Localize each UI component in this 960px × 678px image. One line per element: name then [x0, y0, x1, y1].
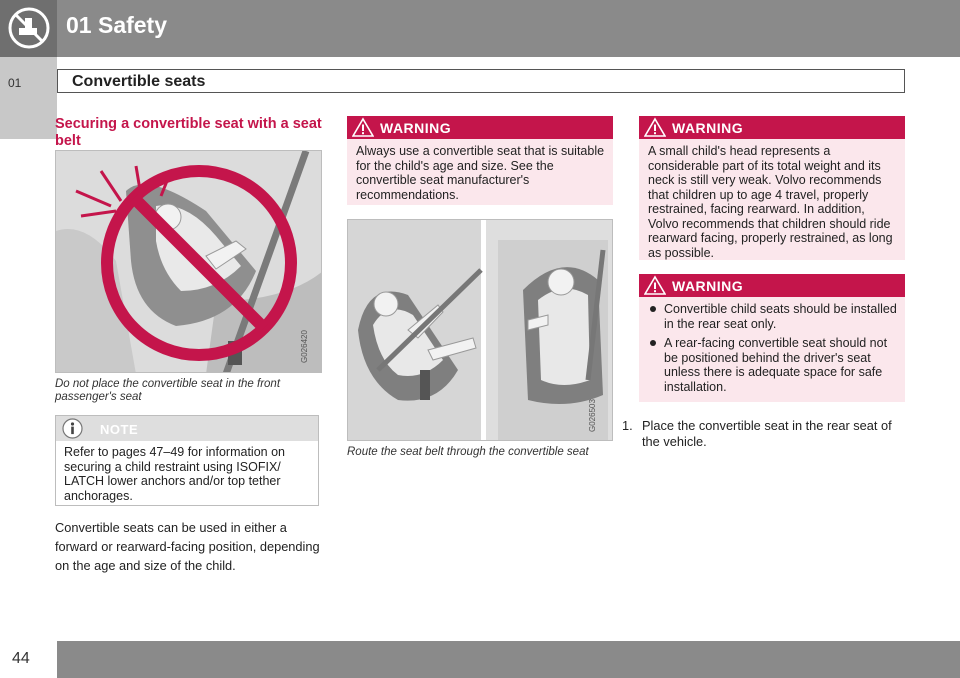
chapter-badge	[0, 0, 57, 57]
step-number: 1.	[622, 418, 633, 433]
page-number: 44	[12, 650, 30, 667]
footer-bar	[57, 641, 960, 678]
warning-list	[648, 302, 900, 399]
chapter-title: 01 Safety	[66, 12, 168, 38]
note-text: Refer to pages 47–49 for information on securing a child restraint using ISOFIX/ LATCH lower anchors and/or top tether anchorages.	[64, 445, 285, 503]
warning-box	[347, 116, 613, 205]
warning-header	[347, 116, 613, 139]
bullet-icon	[650, 306, 656, 312]
warning-list-item	[648, 302, 900, 331]
chapter-side-tab	[0, 57, 57, 139]
figure-caption: Do not place the convertible seat in the front passenger's seat	[55, 378, 281, 403]
warning-text: A small child's head represents a considerable part of its total weight and its neck is still very weak. Volvo recommends that children up to age 4 travel, properly restrained, facing rearward. In addition, Volvo recommends that children should ride rearward facing, properly restrained, as long as possible.	[648, 144, 893, 260]
figure-code: G026420	[300, 330, 309, 363]
warning-list-item-text: Convertible child seats should be installed in the rear seat only.	[664, 302, 897, 331]
side-tab-label: 01	[8, 76, 22, 90]
warning-triangle-icon	[644, 117, 666, 138]
illustration-graphic	[56, 151, 322, 373]
warning-title: WARNING	[380, 120, 452, 136]
warning-triangle-icon	[644, 275, 666, 296]
rear-seat-illustration	[347, 219, 613, 441]
warning-list-item	[648, 336, 900, 394]
note-info-icon	[62, 418, 83, 439]
warning-text: Always use a convertible seat that is suitable for the child's age and size. See the convertible seat manufacturer's recommendations.	[356, 144, 605, 202]
warning-title: WARNING	[672, 120, 744, 136]
bullet-icon	[650, 340, 656, 346]
warning-box-2	[639, 274, 905, 402]
warning-box-1	[639, 116, 905, 260]
illustration-graphic	[348, 220, 613, 441]
airbag-warning-icon	[7, 6, 51, 50]
warning-title: WARNING	[672, 278, 744, 294]
warning-list-item-text: A rear-facing convertible seat should not be positioned behind the driver's seat unless there is adequate space for safe installation.	[664, 336, 888, 394]
warning-triangle-icon	[352, 117, 374, 138]
note-header	[56, 416, 318, 441]
figure-code: G026503	[588, 399, 597, 432]
body-paragraph: Convertible seats can be used in either a forward or rearward-facing position, depending on the age and size of the child.	[55, 520, 320, 573]
section-title: Convertible seats	[72, 73, 206, 90]
note-title: NOTE	[100, 422, 139, 437]
step-text: Place the convertible seat in the rear seat of the vehicle.	[642, 418, 892, 449]
warning-header	[639, 274, 905, 297]
warning-header	[639, 116, 905, 139]
figure-caption: Route the seat belt through the convertible seat	[347, 446, 589, 458]
front-seat-illustration	[55, 150, 322, 373]
section-heading: Securing a convertible seat with a seat belt	[55, 116, 322, 149]
note-box	[55, 415, 319, 506]
